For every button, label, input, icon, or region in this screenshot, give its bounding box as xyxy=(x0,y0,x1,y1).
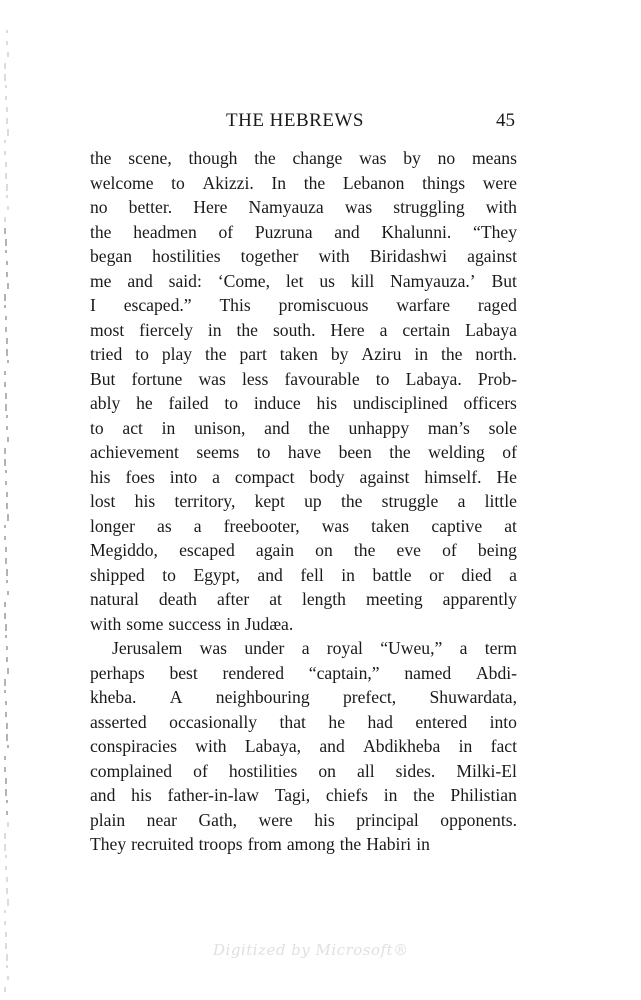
gutter-speck xyxy=(4,294,6,301)
gutter-speck xyxy=(5,547,7,552)
gutter-speck xyxy=(4,679,6,686)
gutter-speck xyxy=(7,899,9,906)
gutter-speck xyxy=(5,558,7,564)
text-line: lost his territory, kept up the struggle a little xyxy=(90,491,517,511)
gutter-speck xyxy=(4,613,6,619)
gutter-speck xyxy=(4,525,6,528)
gutter-speck xyxy=(4,382,6,387)
gutter-speck xyxy=(4,228,6,234)
gutter-speck xyxy=(4,602,6,607)
text-line: I escaped.” This promiscuous warfare raged xyxy=(90,295,517,315)
gutter-speck xyxy=(6,107,8,112)
gutter-speck xyxy=(5,778,7,784)
gutter-speck xyxy=(6,41,8,45)
gutter-speck xyxy=(6,888,8,894)
gutter-speck xyxy=(7,514,9,521)
gutter-speck xyxy=(4,767,6,772)
text-line: and his father-in-law Tagi, chiefs in the Philistian xyxy=(90,785,517,805)
text-line: natural death after at length meeting apparently xyxy=(90,589,517,609)
gutter-speck xyxy=(6,30,8,33)
gutter-speck xyxy=(7,206,9,210)
gutter-speck xyxy=(6,646,8,650)
gutter-speck xyxy=(5,712,7,717)
gutter-speck xyxy=(6,877,8,882)
gutter-speck xyxy=(7,745,9,748)
gutter-speck xyxy=(5,866,7,870)
gutter-speck xyxy=(4,921,6,925)
gutter-speck xyxy=(4,459,6,466)
gutter-speck xyxy=(5,173,7,179)
text-line: began hostilities together with Biridashwi against xyxy=(90,246,517,266)
gutter-speck xyxy=(5,481,7,485)
gutter-speck xyxy=(4,63,6,69)
running-title: THE HEBREWS xyxy=(226,110,364,131)
text-line: achievement seems to have been the welding of xyxy=(90,442,517,462)
gutter-speck xyxy=(5,316,7,320)
gutter-speck xyxy=(7,129,9,136)
gutter-speck xyxy=(5,635,7,638)
gutter-speck xyxy=(6,415,8,418)
gutter-speck xyxy=(6,118,8,124)
gutter-speck xyxy=(6,492,8,497)
text-line: Jerusalem was under a royal “Uweu,” a term xyxy=(112,638,517,658)
text-line: ably he failed to induce his undisciplined officers xyxy=(90,393,517,413)
gutter-speck xyxy=(7,591,9,595)
gutter-speck xyxy=(4,217,6,222)
text-line: shipped to Egypt, and fell in battle or died a xyxy=(90,564,517,585)
text-line: kheba. A neighbouring prefect, Shuwardata, xyxy=(90,687,517,707)
gutter-speck xyxy=(5,943,7,949)
gutter-speck xyxy=(7,976,9,980)
gutter-speck xyxy=(6,811,8,815)
gutter-speck xyxy=(6,657,8,662)
text-line: plain near Gath, were his principal opponents. xyxy=(90,809,517,830)
gutter-speck xyxy=(4,151,6,155)
text-line: Megiddo, escaped again on the eve of being xyxy=(90,540,517,560)
running-head xyxy=(90,110,517,138)
gutter-speck xyxy=(6,734,8,741)
gutter-speck xyxy=(5,855,7,858)
gutter-speck xyxy=(4,536,6,540)
gutter-speck xyxy=(5,404,7,411)
gutter-speck xyxy=(4,844,6,851)
gutter-speck xyxy=(6,723,8,729)
gutter-speck xyxy=(6,195,8,198)
gutter-speck xyxy=(4,833,6,839)
gutter-speck xyxy=(4,140,6,143)
gutter-speck xyxy=(7,360,9,363)
text-line: perhaps best rendered “captain,” named Abdi- xyxy=(90,662,517,683)
gutter-speck xyxy=(6,569,8,576)
gutter-speck xyxy=(5,327,7,332)
gutter-speck xyxy=(5,250,7,253)
gutter-speck xyxy=(6,426,8,430)
gutter-speck xyxy=(6,503,8,509)
gutter-speck xyxy=(7,668,9,674)
gutter-speck xyxy=(4,690,6,693)
text-line: tried to play the part taken by Aziru in the north. xyxy=(90,344,517,364)
gutter-speck xyxy=(7,822,9,827)
gutter-speck xyxy=(6,261,8,265)
gutter-speck xyxy=(5,393,7,399)
text-line: conspiracies with Labaya, and Abdikheba in fact xyxy=(90,736,517,756)
gutter-speck xyxy=(6,954,8,961)
text-line: the scene, though the change was by no means xyxy=(90,148,517,168)
gutter-speck xyxy=(5,701,7,705)
gutter-speck xyxy=(4,987,6,992)
gutter-speck xyxy=(7,437,9,442)
gutter-speck xyxy=(6,349,8,356)
text-line: to act in unison, and the unhappy man’s sole xyxy=(90,417,517,438)
page-gutter-edge xyxy=(0,0,22,1000)
gutter-speck xyxy=(5,96,7,100)
text-line: his foes into a compact body against himself. He xyxy=(90,466,517,487)
text-line: asserted occasionally that he had entered into xyxy=(90,711,517,732)
gutter-speck xyxy=(5,85,7,88)
gutter-speck xyxy=(5,789,7,796)
text-line: But fortune was less favourable to Labaya. Prob- xyxy=(90,368,517,389)
text-line: with some success in Judæa. xyxy=(90,613,294,634)
text-line: no better. Here Namyauza was struggling with xyxy=(90,197,517,217)
gutter-speck xyxy=(5,162,7,167)
text-line: longer as a freebooter, was taken captive at xyxy=(90,515,517,536)
gutter-speck xyxy=(4,756,6,760)
gutter-speck xyxy=(5,239,7,246)
text-line: complained of hostilities on all sides. Milki-El xyxy=(90,760,517,781)
body-text xyxy=(90,146,517,857)
gutter-speck xyxy=(4,448,6,454)
gutter-speck xyxy=(6,338,8,344)
text-line: me and said: ‘Come, let us kill Namyauza.’ But xyxy=(90,270,517,291)
gutter-speck xyxy=(6,272,8,277)
text-line: welcome to Akizzi. In the Lebanon things were xyxy=(90,172,517,193)
gutter-speck xyxy=(5,470,7,473)
gutter-speck xyxy=(4,910,6,913)
gutter-speck xyxy=(6,965,8,968)
gutter-speck xyxy=(7,283,9,289)
gutter-speck xyxy=(5,624,7,631)
digitization-watermark: Digitized by Microsoft® xyxy=(213,941,409,959)
gutter-speck xyxy=(5,932,7,937)
gutter-speck xyxy=(7,52,9,57)
text-line: They recruited troops from among the Habiri in xyxy=(90,834,430,854)
text-line: the headmen of Puzruna and Khalunni. “They xyxy=(90,221,517,242)
gutter-speck xyxy=(6,184,8,191)
gutter-speck xyxy=(4,305,6,308)
gutter-speck xyxy=(6,800,8,803)
gutter-speck xyxy=(4,371,6,375)
page-number: 45 xyxy=(496,110,515,131)
gutter-speck xyxy=(6,580,8,583)
gutter-speck xyxy=(4,74,6,81)
text-line: most fiercely in the south. Here a certain Labaya xyxy=(90,319,517,340)
